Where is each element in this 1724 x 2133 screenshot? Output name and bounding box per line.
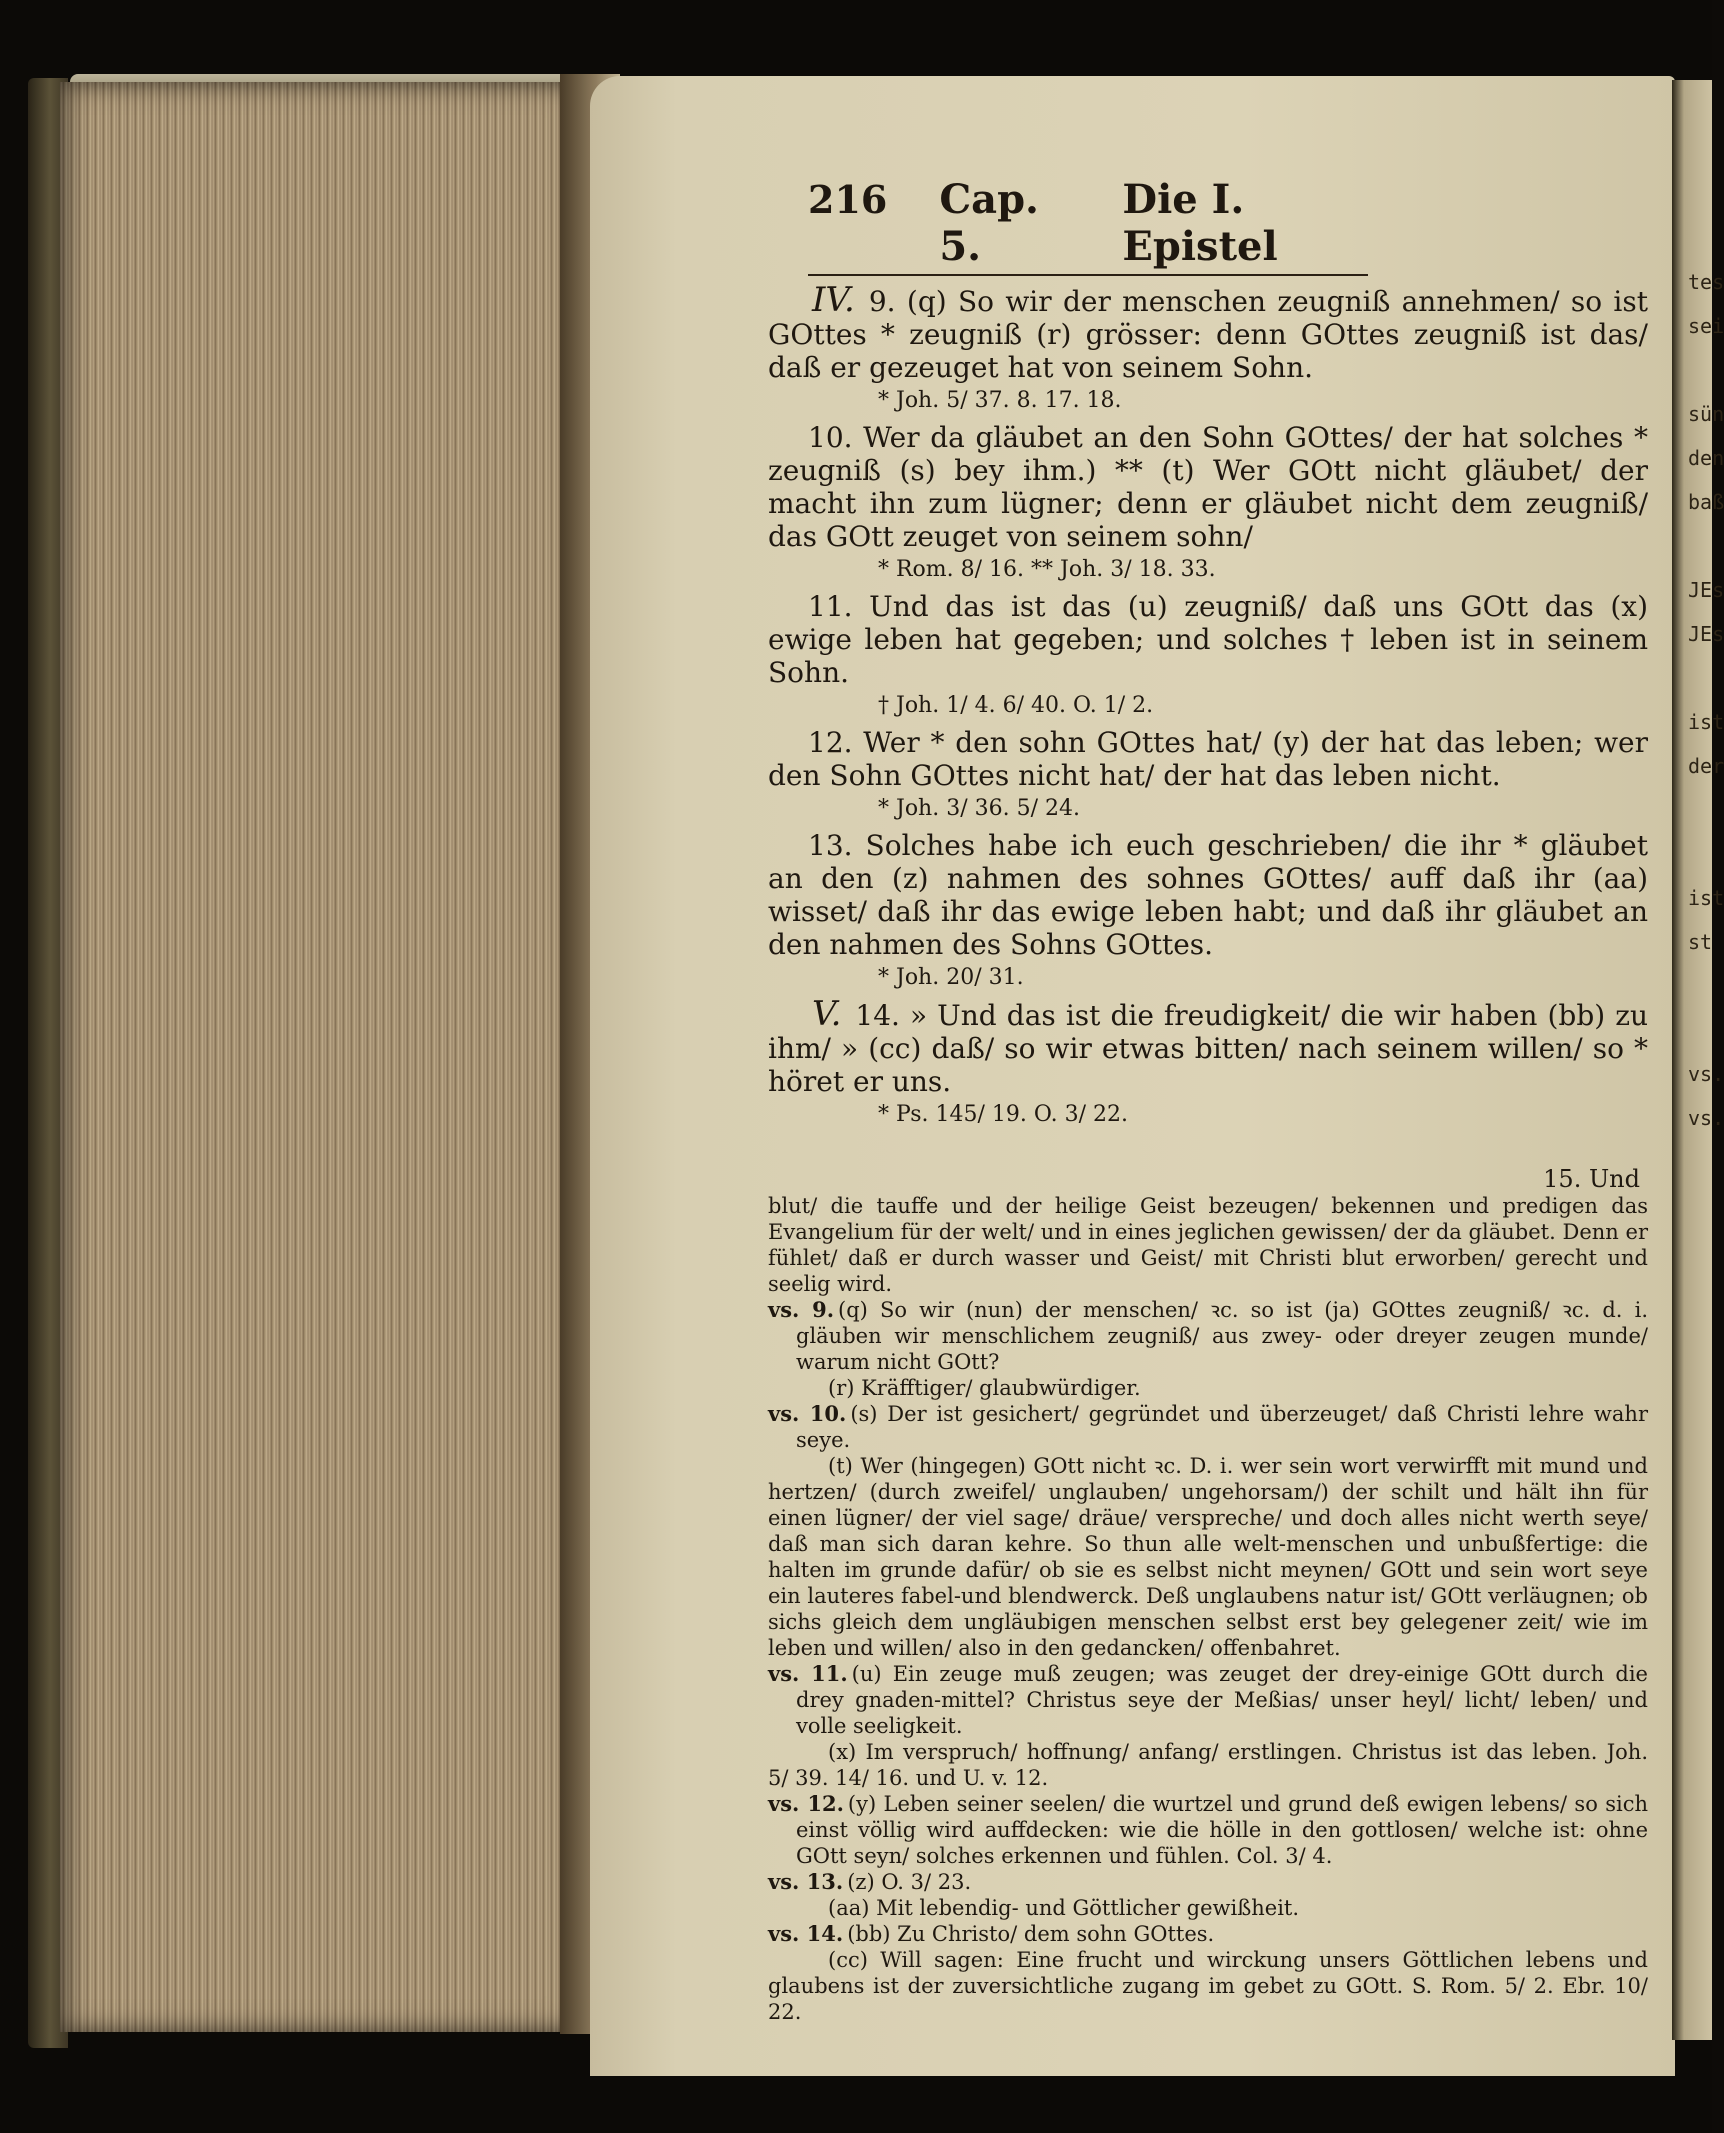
note-paragraph: (x) Im verspruch/ hoffnung/ anfang/ erstlingen. Christus ist das leben. Joh. 5/ 39. 14/ 16. und U. v. 12.: [768, 1740, 1648, 1790]
verse-9: [768, 280, 1648, 384]
note-text: (u) Ein zeuge muß zeugen; was zeuget der drey-einige GOtt durch die drey gnaden-mittel? Christus seye der Meßias/ unser heyl/ licht/ leben/ und volle seeligkeit.: [796, 1662, 1648, 1738]
note-verse-mark: vs. 12.: [768, 1791, 844, 1816]
note-text: (q) So wir (nun) der menschen/ ꝛc. so ist (ja) GOttes zeugniß/ ꝛc. d. i. gläuben wir menschlichem zeugniß/ aus zwey- oder dreyer zeugen munde/ warum nicht GOtt?: [796, 1298, 1648, 1374]
epistle-title: Die I. Epistel: [1122, 176, 1278, 270]
next-page-fragment: tes sei sün den baß JEs JEs ist der ist st vs. vs.: [1688, 270, 1724, 1130]
note-paragraph: [768, 1297, 1648, 1375]
note-paragraph: [768, 1921, 1648, 1947]
note-paragraph: [768, 1869, 1648, 1895]
note-verse-mark: vs. 11.: [768, 1661, 848, 1686]
note-paragraph: (cc) Will sagen: Eine frucht und wirckung unsers Göttlichen lebens und glaubens ist der zuversichtliche zugang im gebet zu GOtt. S. Rom. 5/ 2. Ebr. 10/ 22.: [768, 1948, 1648, 2024]
note-paragraph: [768, 1791, 1648, 1869]
running-head: [808, 176, 1368, 276]
verse-11: 11. Und das ist das (u) zeugniß/ daß uns GOtt das (x) ewige leben hat gegeben; und solches † leben ist in seinem Sohn.: [768, 590, 1648, 689]
verse-12: 12. Wer * den sohn GOttes hat/ (y) der hat das leben; wer den Sohn GOttes nicht hat/ der hat das leben nicht.: [768, 726, 1648, 792]
section-mark: IV.: [812, 280, 855, 320]
catchword: 15. Und: [1543, 1165, 1640, 1193]
cross-reference: * Ps. 145/ 19. O. 3/ 22.: [878, 1102, 1128, 1127]
note-paragraph: blut/ die tauffe und der heilige Geist bezeugen/ bekennen und predigen das Evangelium für der welt/ und in eines jeglichen gewissen/ der da gläubet. Denn er fühlet/ daß er durch wasser und Geist/ mit Christi blut erworben/ gerecht und seelig wird.: [768, 1194, 1648, 1296]
commentary-notes: [768, 1193, 1648, 2025]
verse-14: [768, 994, 1648, 1098]
page-number: 216: [808, 177, 888, 222]
verse-10: 10. Wer da gläubet an den Sohn GOttes/ der hat solches * zeugniß (s) bey ihm.) ** (t) Wer GOtt nicht gläubet/ der macht ihn zum lügner; denn er gläubet nicht dem zeugniß/ das GOtt zeuget von seinem sohn/: [768, 421, 1648, 553]
page-block-edge: [60, 82, 600, 2032]
note-verse-mark: vs. 9.: [768, 1297, 835, 1322]
note-paragraph: (t) Wer (hingegen) GOtt nicht ꝛc. D. i. wer sein wort verwirfft mit mund und hertzen/ (durch zweifel/ unglauben/ ungehorsam/) der schilt und hält ihn für einen lügner/ der viel sage/ dräue/ verspreche/ und doch alles nicht werth seye/ daß man sich daran kehre. So thun alle welt-menschen und unbußfertige: die halten im grunde dafür/ ob sie es selbst nicht meynen/ GOtt und sein wort seye ein lauteres fabel-und blendwerck. Deß unglaubens natur ist/ GOtt verläugnen; ob sichs gleich dem ungläubigen menschen selbst erst bey gelegener zeit/ wie im leben und willen/ also in den gedancken/ offenbahret.: [768, 1454, 1648, 1660]
note-paragraph: (aa) Mit lebendig- und Göttlicher gewißheit.: [828, 1896, 1300, 1920]
cross-reference: † Joh. 1/ 4. 6/ 40. O. 1/ 2.: [878, 693, 1154, 718]
section-mark: V.: [812, 994, 842, 1034]
note-paragraph: (r) Kräfftiger/ glaubwürdiger.: [828, 1376, 1141, 1400]
note-text: (z) O. 3/ 23.: [847, 1870, 972, 1894]
verse-13: 13. Solches habe ich euch geschrieben/ die ihr * gläubet an den (z) nahmen des sohnes GOttes/ auff daß ihr (aa) wisset/ daß ihr das ewige leben habt; und daß ihr gläubet an den nahmen des Sohns GOttes.: [768, 829, 1648, 961]
scripture-text: [768, 280, 1648, 1131]
cross-reference: * Joh. 5/ 37. 8. 17. 18.: [878, 388, 1122, 413]
cross-reference: * Rom. 8/ 16. ** Joh. 3/ 18. 33.: [878, 557, 1216, 582]
note-verse-mark: vs. 14.: [768, 1921, 844, 1946]
verse-text: 9. (q) So wir der menschen zeugniß annehmen/ so ist GOttes * zeugniß (r) grösser: denn GOttes zeugniß ist das/ daß er gezeuget hat von seinem Sohn.: [768, 285, 1648, 384]
verse-text: 14. » Und das ist die freudigkeit/ die wir haben (bb) zu ihm/ » (cc) daß/ so wir etwas bitten/ nach seinem willen/ so * höret er uns.: [768, 999, 1648, 1098]
chapter-label: Cap. 5.: [939, 176, 1039, 270]
note-paragraph: [768, 1401, 1648, 1453]
note-verse-mark: vs. 10.: [768, 1401, 847, 1426]
note-text: (bb) Zu Christo/ dem sohn GOttes.: [847, 1922, 1215, 1946]
note-text: (s) Der ist gesichert/ gegründet und überzeuget/ daß Christi lehre wahr seye.: [796, 1402, 1648, 1452]
cross-reference: * Joh. 20/ 31.: [878, 965, 1024, 990]
cross-reference: * Joh. 3/ 36. 5/ 24.: [878, 796, 1080, 821]
note-paragraph: [768, 1661, 1648, 1739]
page-content: [768, 176, 1648, 2025]
note-verse-mark: vs. 13.: [768, 1869, 844, 1894]
note-text: (y) Leben seiner seelen/ die wurtzel und grund deß ewigen lebens/ so sich einst völlig wird auffdecken: wie die hölle in den gottlosen/ welche ist: ohne GOtt seyn/ solches erkennen und fühlen. Col. 3/ 4.: [796, 1792, 1648, 1868]
